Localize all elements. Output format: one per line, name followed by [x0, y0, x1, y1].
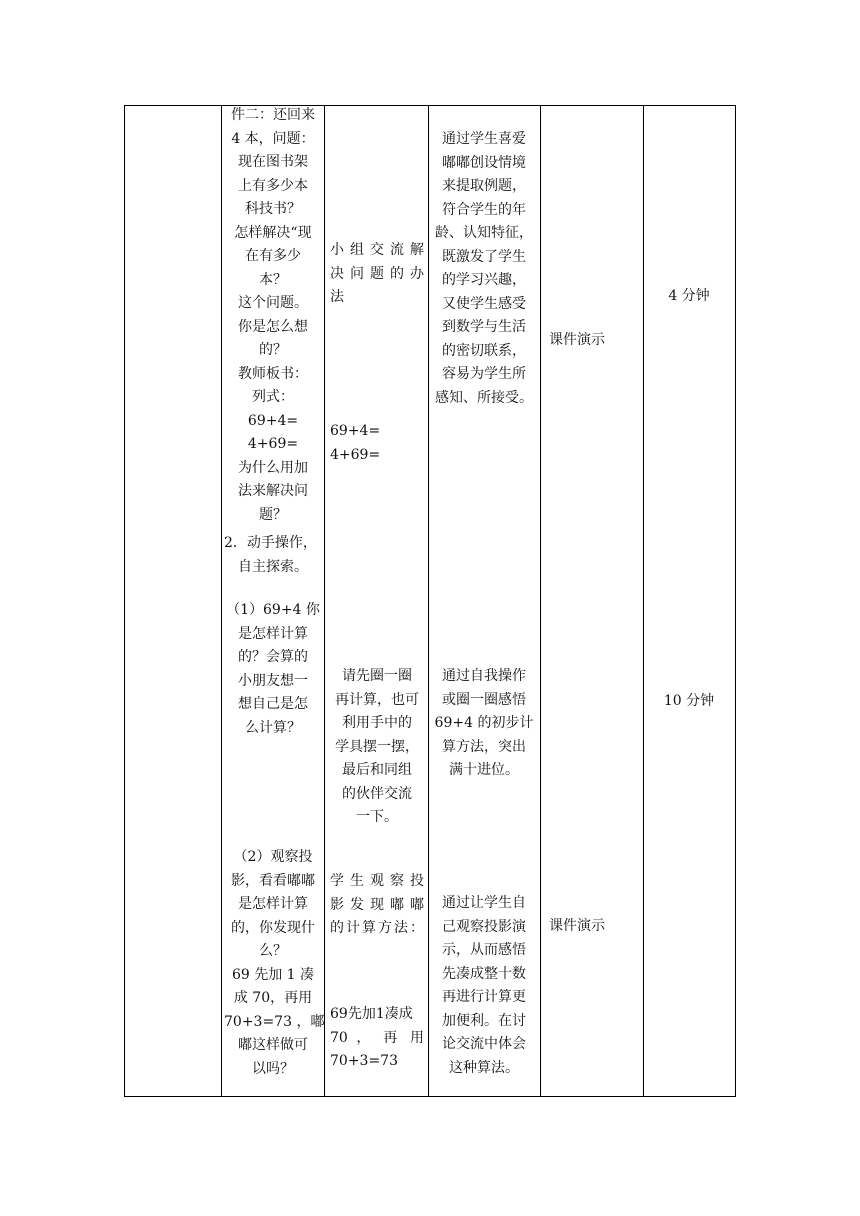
student-activity-observe: 学生观察投 影发现嘟嘟 的计算方法：	[330, 873, 424, 936]
design-intent-2: 通过自我操作 或圈一圈感悟 69+4 的初步计 算方法，突出 满十进位。	[434, 668, 534, 778]
time-label-2: 10 分钟	[663, 693, 715, 709]
time-label-1: 4 分钟	[668, 288, 710, 304]
column-divider	[324, 105, 325, 1097]
student-activity-discuss: 小组交流解 决问题的办 法	[330, 242, 424, 305]
media-label-2: 课件演示	[549, 918, 605, 934]
column-divider	[643, 105, 644, 1097]
teacher-activity-question1: （1）69+4 你 是怎样计算 的？会算的 小朋友想一 想自己是怎 么计算？	[226, 602, 320, 736]
student-activity-equations: 69+4= 4+69=	[330, 423, 381, 463]
teacher-activity-step2: 2．动手操作， 自主探索。	[224, 535, 317, 575]
column-divider	[540, 105, 541, 1097]
design-intent-1: 通过学生喜爱 嘟嘟创设情境 来提取例题， 符合学生的年 龄、认知特征， 既激发了学生 的学习兴趣， 又使学生感受 到数学与生活 的密切联系， 容易为学生所 感知、所接受。	[435, 131, 533, 406]
table-bottom-border	[124, 1096, 736, 1097]
design-intent-3: 通过让学生自 己观察投影演 示，从而感悟 先凑成整十数 再进行计算更 加便利。在讨 论交流中体会 这种算法。	[442, 895, 526, 1076]
teacher-activity-question2: （2）观察投 影，看看嘟嘟 是怎样计算 的，你发现什 么？ 69 先加 1 凑 成 70，再用 70+3=73 ，嘟 嘟这样做可 以吗？	[224, 849, 325, 1077]
table-top-border	[124, 105, 736, 106]
column-divider	[124, 105, 125, 1097]
teacher-activity-problem: 件二：还回来 4 本，问题： 现在图书架 上有多少本 科技书？ 怎样解决“现 在有多少 本？ 这个问题。 你是怎么想 的？ 教师板书： 列式： 69+4= 4+69= 为什么用加 法来解决问 题？	[231, 107, 315, 523]
student-activity-operate: 请先圈一圈 再计算，也可 利用手中的 学具摆一摆， 最后和同组 的伙伴交流 一下。	[335, 668, 419, 825]
column-divider	[735, 105, 736, 1097]
column-divider	[221, 105, 222, 1097]
student-activity-method: 69先加1凑成 70 ， 再 用 70+3=73	[330, 1006, 424, 1069]
media-label-1: 课件演示	[549, 332, 605, 348]
column-divider	[428, 105, 429, 1097]
